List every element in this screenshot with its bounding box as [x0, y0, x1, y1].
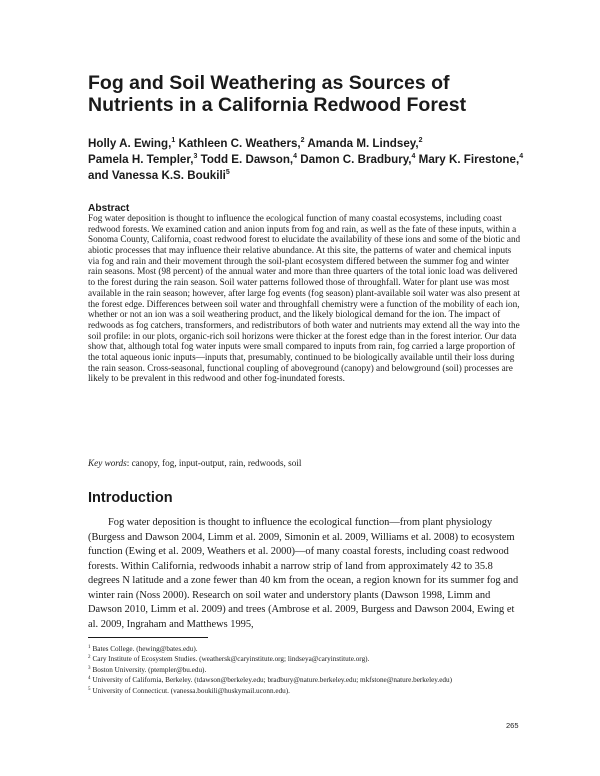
author: Todd E. Dawson,$^4$	[200, 153, 298, 166]
footnotes	[88, 644, 528, 696]
paper-title-line-2: Nutrients in a California Redwood Forest	[88, 94, 467, 116]
footnote: $^3$ Boston University. (ptempler@bu.edu).	[88, 665, 207, 674]
footnote: $^1$ Bates College. (hewing@bates.edu).	[88, 645, 198, 653]
introduction-heading: Introduction	[88, 490, 173, 506]
author: Kathleen C. Weathers,$^2$	[178, 137, 305, 150]
abstract-body: Fog water deposition is thought to influence the ecological function of many coastal ecosystems, including coast redwood forests. We examined cation and anion inputs from fog and rain, as well as the fate of these inputs, within a Sonoma County, California, coast redwood forest to elucidate the availability of these ions and some of the biotic and abiotic processes that may influence their relative abundance. At this site, the patterns of water and chemical inputs via fog and rain and their movement through the soil-plant ecosystem differed between the summer fog and winter rain seasons. Most (98 percent) of the annual water and more than three quarters of the total ionic load was delivered to the forest during the rain season. Soil water patterns followed those of throughfall. Water for plant use was most available in the rain season; however, after large fog events (fog season) plant-available soil water was also present at the forest edge. Differences between soil water and throughfall chemistry were a function of the mobility of each ion, whether or not an ion was a soil weathering product, and the likely biological demand for the ion. The impact of redwoods as fog catchers, transformers, and redistributors of both water and nutrients may extend all the way into the soil profile: in our plots, organic-rich soil horizons were thicker at the forest edge than in the forest interior. Our data show that, although total fog water inputs were small compared to inputs from rain, fog carried a large proportion of the total aqueous ionic inputs—inputs that, presumably, continued to be biologically available until their loss during the rain season. Cross-seasonal, functional coupling of aboveground (canopy) and belowground (soil) processes are likely to be prevalent in this redwood and other fog-inundated forests.	[88, 213, 521, 384]
author: Amanda M. Lindsey,$^2$	[307, 137, 423, 150]
author: Holly A. Ewing,$^1$	[88, 137, 176, 150]
keywords-label: Key words	[88, 458, 127, 468]
page-number: 265	[506, 721, 519, 730]
footnote: $^5$ University of Connecticut. (vanessa.boukili@huskymail.uconn.edu).	[88, 686, 290, 695]
footnote-divider	[88, 637, 208, 638]
introduction-body: Fog water deposition is thought to influence the ecological function—from plant physiology (Burgess and Dawson 2004, Limm et al. 2009, Simonin et al. 2009, Williams et al. 2008) to ecosystem function (Ewing et al. 2009, Weathers et al. 2000)—of many coastal forests, including coast redwood forests. Within California, redwoods inhabit a narrow strip of land from approximately 42 to 35.8 degrees N latitude and a zone fewer than 40 km from the ocean, a region known for its summer fog and winter rain (Noss 2000). Research on soil water and understory plants (Dawson 1998, Limm and Dawson 2010, Limm et al. 2009) and trees (Ambrose et al. 2009, Burgess and Dawson 2004, Ewing et al. 2009, Ingraham and Matthews 1995,	[88, 517, 519, 630]
paper-title-line-1: Fog and Soil Weathering as Sources of	[88, 72, 450, 94]
author-list	[88, 136, 528, 184]
keywords-text: : canopy, fog, input-output, rain, redwoods, soil	[126, 458, 302, 468]
footnote: $^2$ Cary Institute of Ecosystem Studies. (weathersk@caryinstitute.org; lindseya@caryinstitute.org).	[88, 655, 370, 664]
author: and Vanessa K.S. Boukili$^5$	[88, 169, 230, 182]
author: Damon C. Bradbury,$^4$	[300, 153, 416, 166]
footnote: $^4$ University of California, Berkeley. (tdawson@berkeley.edu; bradbury@nature.berkeley.edu; mkfstone@nature.berkeley.edu)	[88, 676, 452, 685]
author: Pamela H. Templer,$^3$	[88, 153, 198, 166]
abstract-heading: Abstract	[88, 203, 130, 214]
author: Mary K. Firestone,$^4$	[418, 153, 524, 166]
paper-title	[88, 72, 528, 116]
keywords	[88, 458, 524, 469]
